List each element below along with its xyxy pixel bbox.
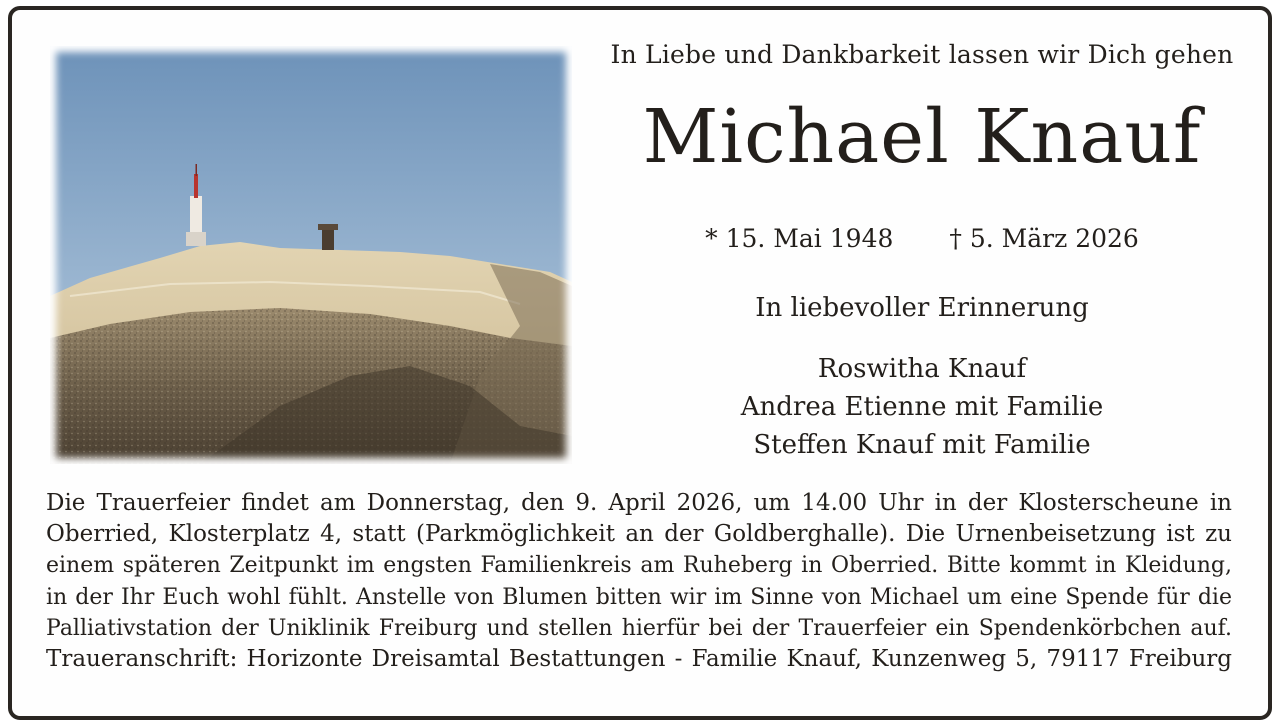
death-date: † 5. März 2026 <box>949 224 1139 253</box>
obituary-notice <box>8 6 1272 720</box>
ceremony-details <box>46 488 1232 675</box>
details-line: Traueranschrift: Horizonte Dreisamtal Bestattungen - Familie Knauf, Kunzenweg 5, 79117 Freiburg <box>46 646 1232 673</box>
birth-date: * 15. Mai 1948 <box>705 224 894 253</box>
motto-line: In Liebe und Dankbarkeit lassen wir Dich gehen <box>610 40 1234 69</box>
details-line: in der Ihr Euch wohl fühlt. Anstelle von Blumen bitten wir im Sinne von Michael um eine Spende für die <box>46 584 1232 610</box>
mourner-name: Steffen Knauf mit Familie <box>753 430 1091 460</box>
memory-line: In liebevoller Erinnerung <box>755 293 1089 323</box>
details-line: Die Trauerfeier findet am Donnerstag, den 9. April 2026, um 14.00 Uhr in der Klosterscheune in <box>46 490 1232 516</box>
mourners-list <box>582 350 1262 464</box>
mourner-name: Roswitha Knauf <box>817 354 1027 384</box>
details-line: Palliativstation der Uniklinik Freiburg und stellen hierfür bei der Trauerfeier ein Spendenkörbchen auf. <box>46 615 1232 641</box>
details-line: einem späteren Zeitpunkt im engsten Familienkreis am Ruheberg in Oberried. Bitte kommt in Kleidung, <box>46 553 1232 579</box>
details-line: Oberried, Klosterplatz 4, statt (Parkmöglichkeit an der Goldberghalle). Die Urnenbeisetzung ist zu <box>46 521 1232 548</box>
mourner-name: Andrea Etienne mit Familie <box>740 392 1104 422</box>
mountain-summit-image <box>50 46 572 464</box>
deceased-name: Michael Knauf <box>642 94 1202 180</box>
mountain-summit-photo <box>50 46 572 464</box>
life-dates <box>582 224 1262 253</box>
